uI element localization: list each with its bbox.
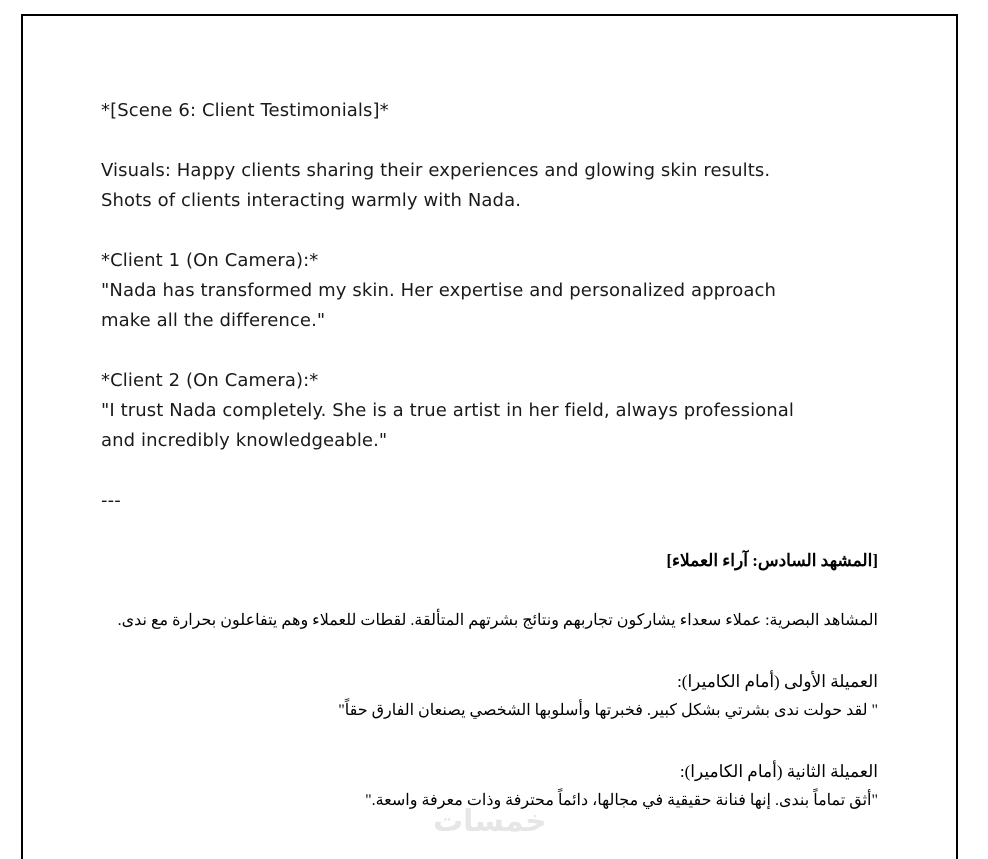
client-2-quote-line-1: "I trust Nada completely. She is a true artist in her field, always professional [101,400,795,421]
client-1-quote-line-2: make all the difference." [101,310,326,331]
client-2-quote-line-2: and incredibly knowledgeable." [101,430,388,451]
visuals-line-2: Shots of clients interacting warmly with Nada. [101,190,522,211]
arabic-client-2-heading: العميلة الثانية (أمام الكاميرا): [679,762,878,781]
scene-heading: *[Scene 6: Client Testimonials]* [101,100,389,121]
client-1-quote-line-1: "Nada has transformed my skin. Her expertise and personalized approach [101,280,777,301]
client-2-heading: *Client 2 (On Camera):* [101,370,319,391]
arabic-visuals: المشاهد البصرية: عملاء سعداء يشاركون تجاربهم ونتائج بشرتهم المتألقة. لقطات للعملاء وهم يتفاعلون بحرارة مع ندى. [117,612,878,629]
watermark-logo: خمسات [433,804,547,839]
arabic-client-2-quote: "أثق تماماً بندى. إنها فنانة حقيقية في مجالها، دائماً محترفة وذات معرفة واسعة." [365,792,878,809]
client-1-heading: *Client 1 (On Camera):* [101,250,319,271]
document-page [21,14,958,859]
arabic-client-1-heading: العميلة الأولى (أمام الكاميرا): [677,672,878,691]
visuals-line-1: Visuals: Happy clients sharing their experiences and glowing skin results. [101,160,771,181]
arabic-client-1-quote: " لقد حولت ندى بشرتي بشكل كبير. فخبرتها وأسلوبها الشخصي يصنعان الفارق حقاً" [338,702,878,719]
section-separator: --- [101,490,121,511]
arabic-scene-heading: [المشهد السادس: آراء العملاء] [666,551,878,570]
